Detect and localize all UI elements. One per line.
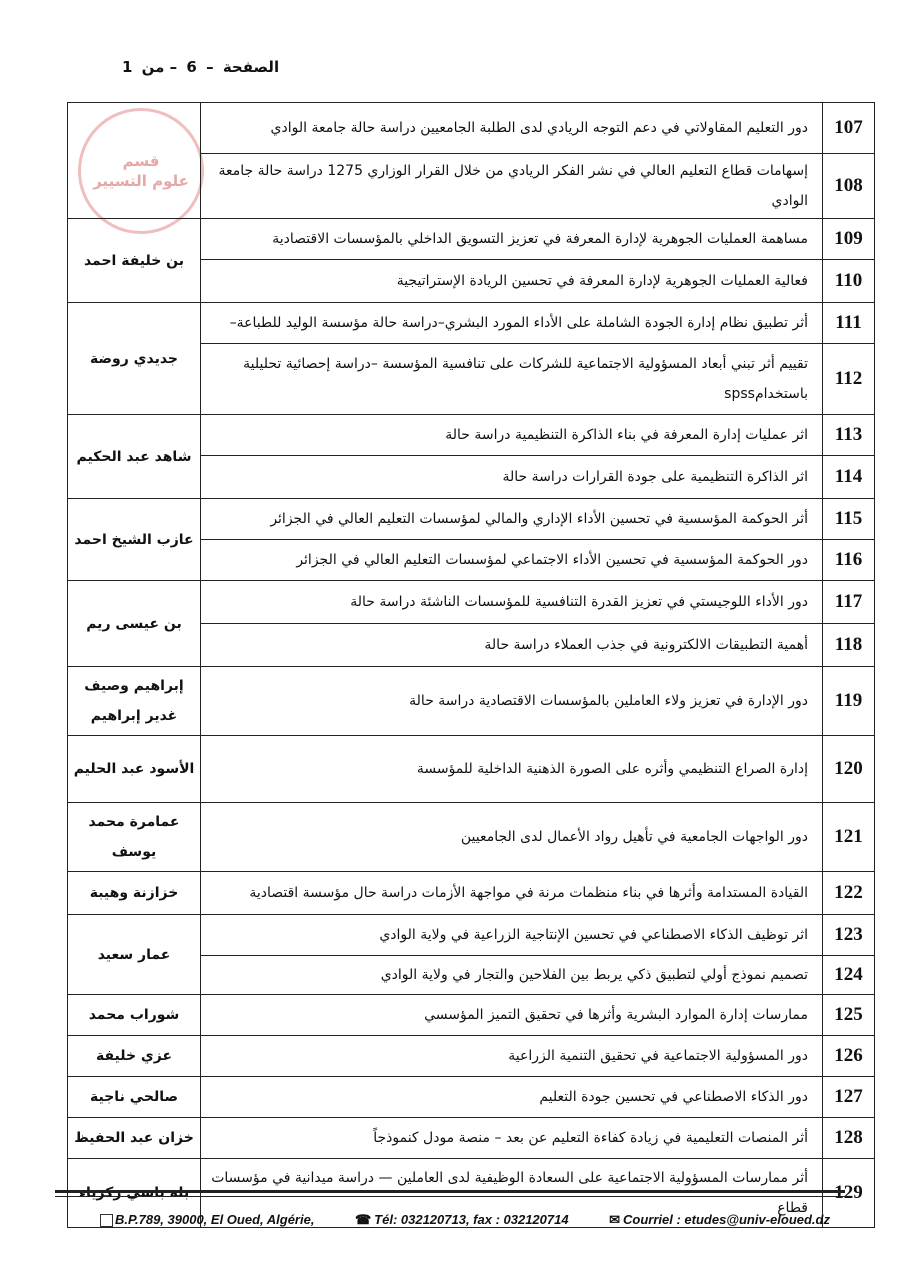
table-row bbox=[201, 153, 874, 218]
thesis-title: اثر عمليات إدارة المعرفة في بناء الذاكرة التنظيمية دراسة حالة bbox=[445, 427, 808, 443]
thesis-title: ممارسات إدارة الموارد البشرية وأثرها في تحقيق التميز المؤسسي bbox=[424, 1007, 808, 1023]
page-word: الصفحة bbox=[222, 58, 280, 76]
table-row bbox=[201, 499, 874, 539]
footer-email: Courriel : etudes@univ-eloued.dz bbox=[623, 1212, 830, 1227]
row-number: 128 bbox=[822, 1118, 874, 1158]
stamp-line-1: قسم bbox=[122, 152, 160, 170]
supervisor-name: إبراهيم وصيف غدير إبراهيم bbox=[68, 667, 201, 735]
thesis-title: دور الأداء اللوجيستي في تعزيز القدرة التنافسية للمؤسسات الناشئة دراسة حالة bbox=[350, 594, 808, 610]
thesis-title: دور الذكاء الاصطناعي في تحسين جودة التعليم bbox=[539, 1089, 808, 1105]
table-row bbox=[201, 872, 874, 914]
supervisor-group bbox=[68, 1076, 874, 1117]
footer-divider-thick bbox=[55, 1190, 845, 1193]
supervisor-group bbox=[68, 1117, 874, 1158]
table-row bbox=[201, 343, 874, 414]
thesis-title: دور التعليم المقاولاتي في دعم التوجه الريادي لدى الطلبة الجامعيين دراسة حالة جامعة الوادي bbox=[270, 120, 808, 136]
thesis-title: إسهامات قطاع التعليم العالي في نشر الفكر الريادي من خلال القرار الوزاري 1275 دراسة حالة جامعة الوادي bbox=[218, 163, 808, 209]
row-number: 120 bbox=[822, 736, 874, 802]
footer bbox=[100, 1212, 830, 1228]
thesis-title: دور الحوكمة المؤسسية في تحسين الأداء الاجتماعي لمؤسسات التعليم العالي في الجزائر bbox=[296, 552, 808, 568]
row-number: 118 bbox=[822, 624, 874, 666]
supervisor-group bbox=[68, 103, 874, 218]
supervisor-group bbox=[68, 498, 874, 580]
table-row bbox=[201, 736, 874, 802]
thesis-title: أهمية التطبيقات الالكترونية في جذب العملاء دراسة حالة bbox=[484, 637, 808, 653]
row-number: 110 bbox=[822, 260, 874, 302]
footer-email-block bbox=[609, 1212, 830, 1228]
supervisor-group bbox=[68, 802, 874, 871]
row-number: 119 bbox=[822, 667, 874, 735]
table-row bbox=[201, 303, 874, 343]
footer-address: B.P.789, 39000, El Oued, Algérie, bbox=[115, 1212, 315, 1227]
row-number: 124 bbox=[822, 956, 874, 994]
supervisor-name: عمار سعيد bbox=[68, 915, 201, 994]
table-row bbox=[201, 803, 874, 871]
thesis-title: إدارة الصراع التنظيمي وأثره على الصورة الذهنية الداخلية للمؤسسة bbox=[416, 761, 808, 777]
supervisor-name: عمامرة محمد يوسف bbox=[68, 803, 201, 871]
supervisor-group bbox=[68, 994, 874, 1035]
row-number: 111 bbox=[822, 303, 874, 343]
footer-address-block bbox=[100, 1212, 314, 1228]
telephone-icon: ☎ bbox=[354, 1212, 372, 1227]
supervisor-group bbox=[68, 1035, 874, 1076]
supervisor-group bbox=[68, 871, 874, 914]
page-of-word: – من bbox=[141, 58, 178, 76]
row-number: 123 bbox=[822, 915, 874, 955]
table-row bbox=[201, 995, 874, 1035]
supervisor-name: شوراب محمد bbox=[68, 995, 201, 1035]
row-number: 122 bbox=[822, 872, 874, 914]
supervisor-name: بن عيسى ريم bbox=[68, 581, 201, 666]
row-number: 117 bbox=[822, 581, 874, 623]
table-row bbox=[201, 415, 874, 455]
thesis-title: فعالية العمليات الجوهرية لإدارة المعرفة في تحسين الريادة الإستراتيجية bbox=[396, 273, 808, 289]
supervisor-name: الأسود عبد الحليم bbox=[68, 736, 201, 802]
table-row bbox=[201, 1118, 874, 1158]
table-row bbox=[201, 539, 874, 580]
supervisor-name: شاهد عبد الحكيم bbox=[68, 415, 201, 498]
table-row bbox=[201, 103, 874, 153]
table-row bbox=[201, 623, 874, 666]
table-row bbox=[201, 219, 874, 259]
thesis-title: أثر الحوكمة المؤسسية في تحسين الأداء الإداري والمالي لمؤسسات التعليم العالي في الجزائر bbox=[270, 511, 808, 527]
row-number: 107 bbox=[822, 103, 874, 153]
supervisor-group bbox=[68, 414, 874, 498]
thesis-title: مساهمة العمليات الجوهرية لإدارة المعرفة في تعزيز التسويق الداخلي بالمؤسسات الاقتصادية bbox=[272, 231, 808, 247]
row-number: 115 bbox=[822, 499, 874, 539]
supervisor-name: عازب الشيخ احمد bbox=[68, 499, 201, 580]
table-row bbox=[201, 259, 874, 302]
table-row bbox=[201, 1077, 874, 1117]
footer-divider-thin bbox=[55, 1196, 845, 1197]
supervisor-name: خزازنة وهيبة bbox=[68, 872, 201, 914]
supervisor-name: جديدي روضة bbox=[68, 303, 201, 414]
thesis-title: تقييم أثر تبني أبعاد المسؤولية الاجتماعية للشركات على تنافسية المؤسسة –دراسة إحصائية تحليلية باستخدامspss bbox=[243, 356, 808, 402]
row-number: 113 bbox=[822, 415, 874, 455]
total-pages: 1 bbox=[122, 58, 133, 76]
supervisor-group bbox=[68, 666, 874, 735]
thesis-title: القيادة المستدامة وأثرها في بناء منظمات مرنة في مواجهة الأزمات دراسة حال مؤسسة اقتصادية bbox=[249, 885, 808, 901]
row-number: 127 bbox=[822, 1077, 874, 1117]
thesis-title: دور الإدارة في تعزيز ولاء العاملين بالمؤسسات الاقتصادية دراسة حالة bbox=[409, 693, 808, 709]
supervisor-group bbox=[68, 218, 874, 302]
table-row bbox=[201, 1036, 874, 1076]
thesis-title: اثر توظيف الذكاء الاصطناعي في تحسين الإنتاجية الزراعية في ولاية الوادي bbox=[379, 927, 808, 943]
table-row bbox=[201, 581, 874, 623]
supervisor-group bbox=[68, 914, 874, 994]
thesis-topics-table bbox=[67, 102, 875, 1228]
page-dash: – bbox=[206, 58, 214, 76]
stamp-line-2: علوم التسيير bbox=[93, 172, 189, 190]
supervisor-name bbox=[68, 103, 201, 218]
row-number: 121 bbox=[822, 803, 874, 871]
footer-phone-block bbox=[355, 1212, 569, 1228]
row-number: 125 bbox=[822, 995, 874, 1035]
supervisor-group bbox=[68, 580, 874, 666]
row-number: 116 bbox=[822, 540, 874, 580]
page-indicator bbox=[120, 58, 281, 76]
supervisor-name: بن خليفة احمد bbox=[68, 219, 201, 302]
thesis-title: أثر تطبيق نظام إدارة الجودة الشاملة على الأداء المورد البشري–دراسة حالة مؤسسة الوليد للطباعة– bbox=[229, 315, 808, 331]
row-number: 112 bbox=[822, 344, 874, 414]
footer-phone: Tél: 032120713, fax : 032120714 bbox=[374, 1212, 569, 1227]
thesis-title: اثر الذاكرة التنظيمية على جودة القرارات دراسة حالة bbox=[502, 469, 808, 485]
thesis-title: دور الواجهات الجامعية في تأهيل رواد الأعمال لدى الجامعيين bbox=[460, 829, 808, 845]
supervisor-group bbox=[68, 735, 874, 802]
thesis-title: دور المسؤولية الاجتماعية في تحقيق التنمية الزراعية bbox=[508, 1048, 808, 1064]
row-number: 108 bbox=[822, 154, 874, 218]
supervisor-name: خزان عبد الحفيظ bbox=[68, 1118, 201, 1158]
supervisor-name: بله باسي زكرياء bbox=[68, 1159, 201, 1227]
row-number: 114 bbox=[822, 456, 874, 498]
supervisor-name: صالحي ناجية bbox=[68, 1077, 201, 1117]
mailbox-icon bbox=[100, 1214, 113, 1227]
thesis-title: أثر المنصات التعليمية في زيادة كفاءة التعليم عن بعد – منصة مودل كنموذجاً bbox=[373, 1130, 808, 1146]
table-row bbox=[201, 455, 874, 498]
email-icon: ✉ bbox=[609, 1212, 621, 1227]
row-number: 129 bbox=[822, 1159, 874, 1227]
supervisor-name: عزي خليفة bbox=[68, 1036, 201, 1076]
row-number: 109 bbox=[822, 219, 874, 259]
table-row bbox=[201, 667, 874, 735]
supervisor-group bbox=[68, 302, 874, 414]
row-number: 126 bbox=[822, 1036, 874, 1076]
page-number: 6 bbox=[186, 58, 197, 76]
table-row bbox=[201, 955, 874, 994]
thesis-title: تصميم نموذج أولي لتطبيق ذكي يربط بين الفلاحين والتجار في ولاية الوادي bbox=[380, 967, 808, 983]
table-row bbox=[201, 915, 874, 955]
thesis-title: أثر ممارسات المسؤولية الاجتماعية على السعادة الوظيفية لدى العاملين — دراسة ميدانية في مؤسسات قطاع bbox=[211, 1170, 808, 1216]
